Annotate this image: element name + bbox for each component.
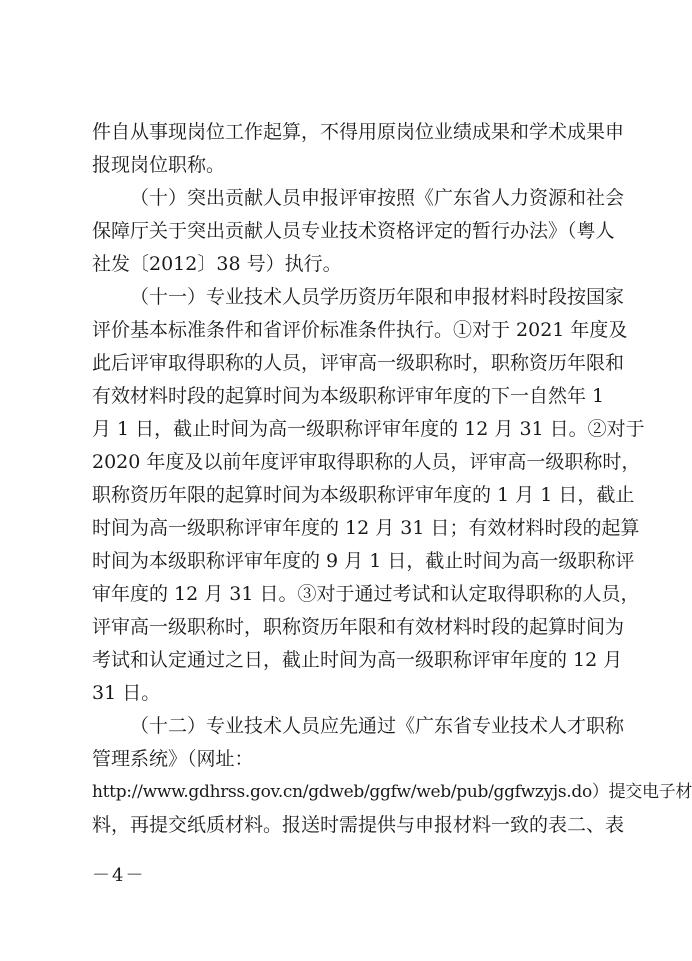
text-line: 管理系统》（网址：	[92, 748, 254, 770]
text-line: 2020 年度及以前年度评审取得职称的人员，评审高一级职称时，	[92, 451, 641, 473]
text-line: （十一）专业技术人员学历资历年限和申报材料时段按国家	[130, 286, 625, 308]
page-number: －4－	[92, 865, 146, 886]
text-line: 料，再提交纸质材料。报送时需提供与申报材料一致的表二、表	[92, 814, 625, 836]
text-line: 评审高一级职称时，职称资历年限和有效材料时段的起算时间为	[92, 616, 625, 638]
url-line: http://www.gdhrss.gov.cn/gdweb/ggfw/web/pub/ggfwzyjs.do）提交电子材	[92, 782, 692, 802]
body-text	[92, 116, 692, 842]
text-line: 件自从事现岗位工作起算，不得用原岗位业绩成果和学术成果申	[92, 121, 625, 143]
text-line: 社发〔2012〕38 号）执行。	[92, 253, 342, 275]
text-line: 此后评审取得职称的人员，评审高一级职称时，职称资历年限和	[92, 352, 625, 374]
text-line: 职称资历年限的起算时间为本级职称评审年度的 1 月 1 日，截止	[92, 484, 635, 506]
text-line: 时间为本级职称评审年度的 9 月 1 日，截止时间为高一级职称评	[92, 550, 635, 572]
text-line: 考试和认定通过之日，截止时间为高一级职称评审年度的 12 月	[92, 649, 623, 671]
text-line: 报现岗位职称。	[92, 154, 226, 176]
text-line: 评价基本标准条件和省评价标准条件执行。①对于 2021 年度及	[92, 319, 628, 341]
text-line: （十二）专业技术人员应先通过《广东省专业技术人才职称	[130, 715, 625, 737]
text-line: 时间为高一级职称评审年度的 12 月 31 日；有效材料时段的起算	[92, 517, 640, 539]
text-line: 月 1 日，截止时间为高一级职称评审年度的 12 月 31 日。②对于	[92, 418, 645, 440]
text-line: 31 日。	[92, 682, 161, 704]
text-line: 有效材料时段的起算时间为本级职称评审年度的下一自然年 1	[92, 385, 605, 407]
text-line: （十）突出贡献人员申报评审按照《广东省人力资源和社会	[130, 187, 625, 209]
text-line: 保障厅关于突出贡献人员专业技术资格评定的暂行办法》（粤人	[92, 220, 615, 242]
text-line: 审年度的 12 月 31 日。③对于通过考试和认定取得职称的人员，	[92, 583, 640, 605]
